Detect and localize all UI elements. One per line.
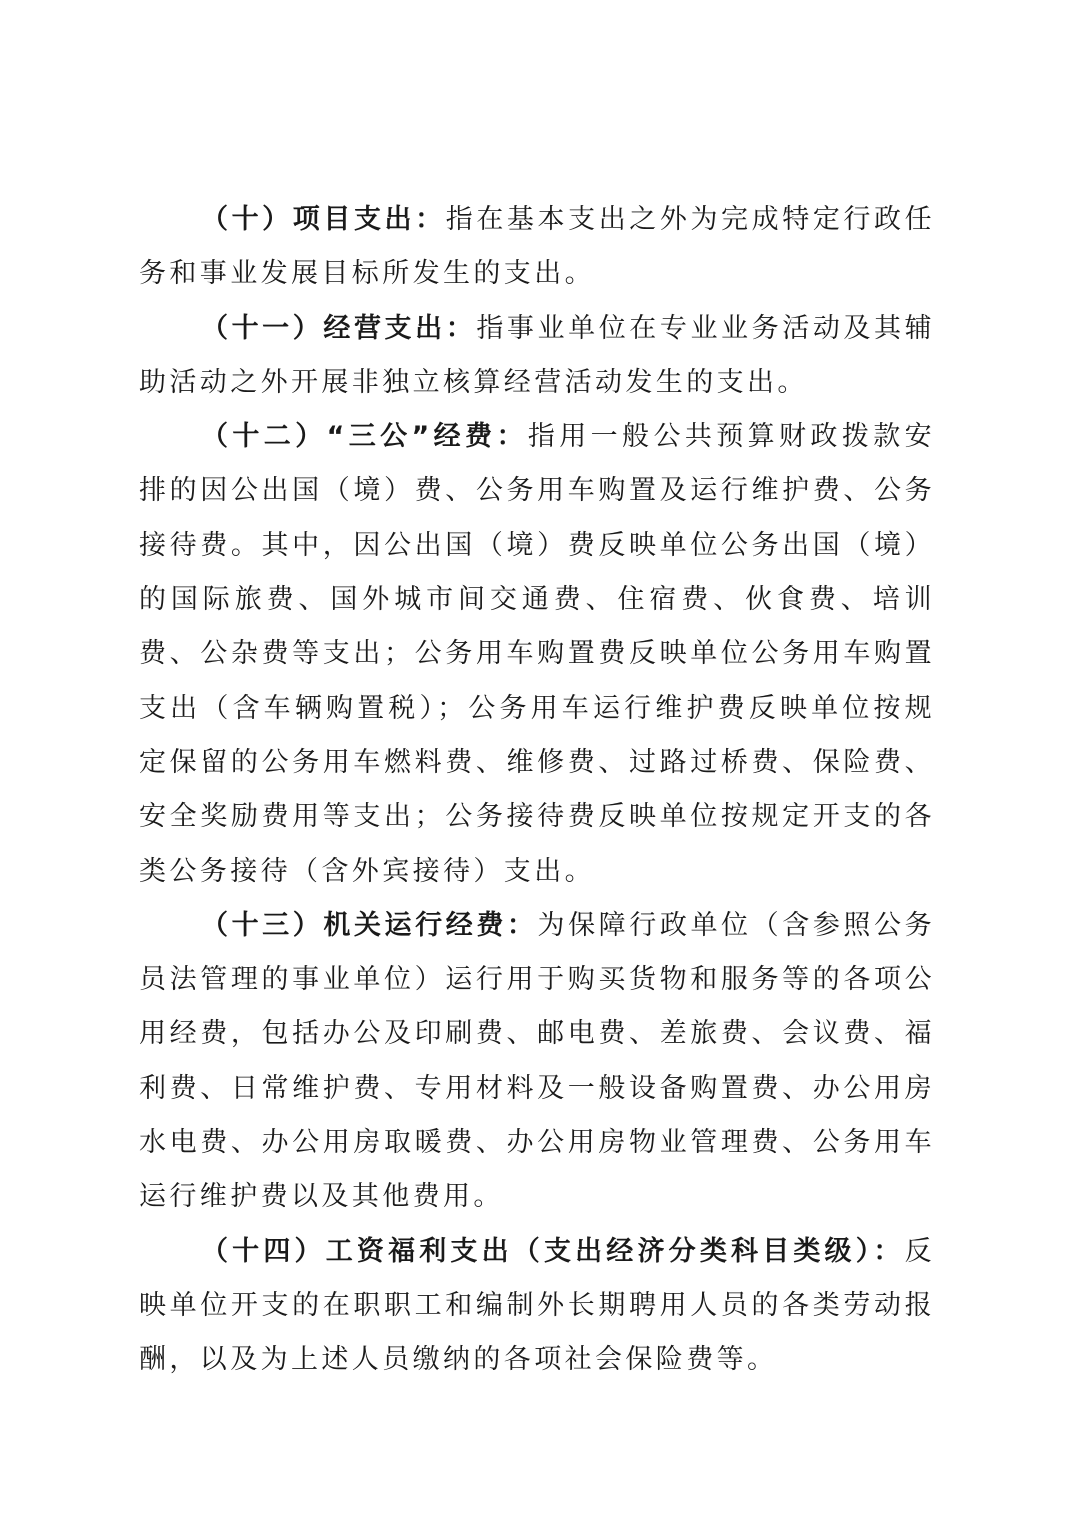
paragraph-text: 指事业单位在专业业务活动及其辅助活动之外开展非独立核算经营活动发生的支出。 (139, 312, 935, 398)
paragraph-text: 为保障行政单位（含参照公务员法管理的事业单位）运行用于购买货物和服务等的各项公用经费，包括办公及印刷费、邮电费、差旅费、会议费、福利费、日常维护费、专用材料及一般设备购置费、办公用房水电费、办公用房取暖费、办公用房物业管理费、公务用车运行维护费以及其他费用。 (139, 909, 935, 1213)
paragraph-text: 指用一般公共预算财政拨款安排的因公出国（境）费、公务用车购置及运行维护费、公务接待费。其中，因公出国（境）费反映单位公务出国（境）的国际旅费、国外城市间交通费、住宿费、伙食费、培训费、公杂费等支出；公务用车购置费反映单位公务用车购置支出（含车辆购置税）；公务用车运行维护费反映单位按规定保留的公务用车燃料费、维修费、过路过桥费、保险费、安全奖励费用等支出；公务接待费反映单位按规定开支的各类公务接待（含外宾接待）支出。 (139, 421, 936, 887)
term-heading: （十三）机关运行经费： (201, 909, 538, 941)
paragraph-business-expenditure (139, 302, 935, 411)
paragraph-project-expenditure (139, 193, 935, 302)
term-heading: （十一）经营支出： (201, 312, 477, 344)
paragraph-operating-funds (139, 899, 935, 1225)
paragraph-salary-welfare (139, 1225, 935, 1388)
term-heading: （十二）“三公”经费： (201, 421, 528, 453)
term-heading: （十四）工资福利支出（支出经济分类科目类级）： (201, 1235, 905, 1267)
term-heading: （十）项目支出： (201, 204, 446, 235)
paragraph-text: 指在基本支出之外为完成特定行政任务和事业发展目标所发生的支出。 (139, 204, 935, 290)
document-body (139, 193, 935, 1388)
paragraph-three-public-funds (139, 410, 935, 899)
paragraph-text: 反映单位开支的在职职工和编制外长期聘用人员的各类劳动报酬，以及为上述人员缴纳的各项社会保险费等。 (139, 1235, 935, 1376)
